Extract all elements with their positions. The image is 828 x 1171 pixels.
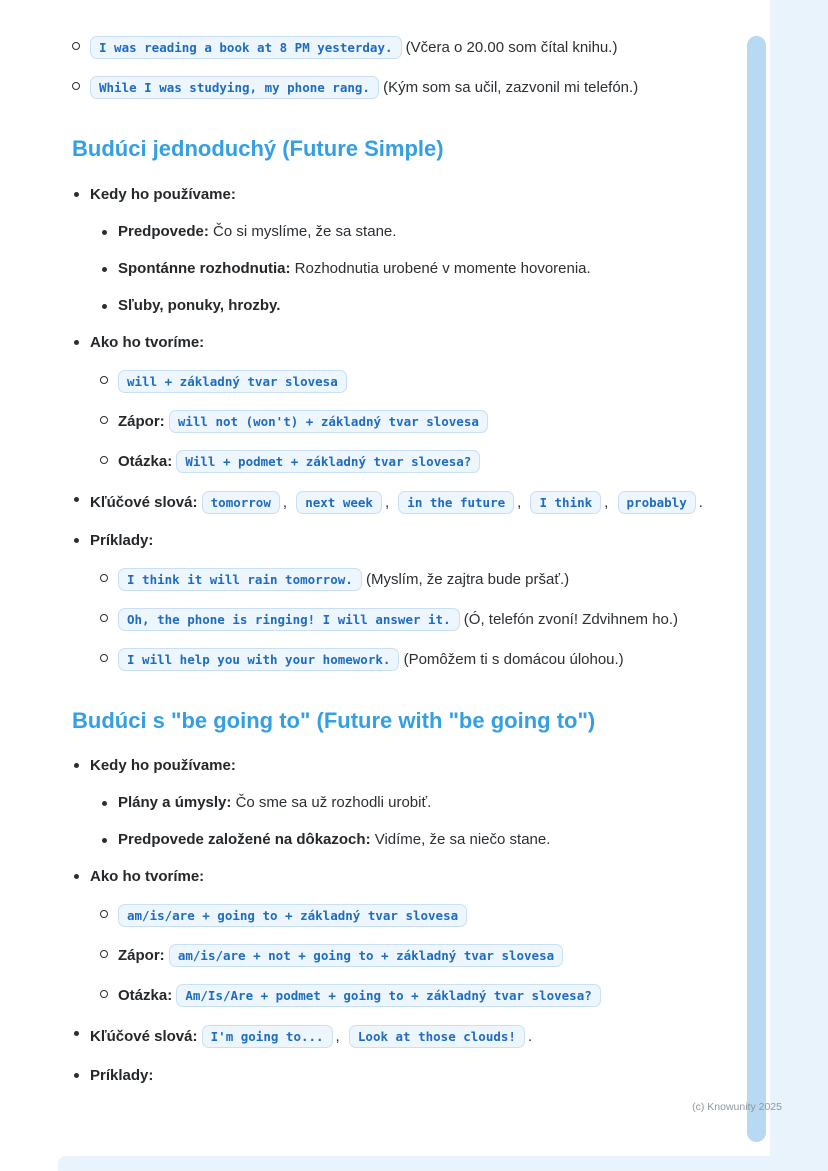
list-label: Predpovede založené na dôkazoch: xyxy=(118,831,371,849)
code-chip: I think it will rain tomorrow. xyxy=(118,568,362,591)
list-label: Ako ho tvoríme: xyxy=(90,868,205,886)
bullet-icon xyxy=(102,230,107,235)
list-item xyxy=(72,1064,732,1088)
list-item xyxy=(72,1022,732,1051)
bullet-icon xyxy=(74,340,79,345)
intro-example-list xyxy=(72,34,732,101)
right-margin-band xyxy=(770,0,828,1171)
list-item xyxy=(72,754,732,852)
code-chip: I was reading a book at 8 PM yesterday. xyxy=(90,36,402,59)
bullet-icon xyxy=(74,192,79,197)
bullet-icon xyxy=(102,838,107,843)
list-item xyxy=(72,865,732,1009)
code-chip: tomorrow xyxy=(202,491,280,514)
list-label: Otázka: xyxy=(118,987,173,1005)
circle-bullet-icon xyxy=(100,910,108,918)
list-item xyxy=(100,408,732,435)
circle-bullet-icon xyxy=(100,574,108,582)
list-label: Otázka: xyxy=(118,452,173,470)
code-chip: will not (won't) + základný tvar slovesa xyxy=(169,410,488,433)
list-text: Vidíme, že sa niečo stane. xyxy=(374,831,551,849)
bullet-icon xyxy=(74,874,79,879)
code-chip: in the future xyxy=(398,491,514,514)
separator-text: , xyxy=(282,493,288,511)
sub-list xyxy=(100,566,732,673)
bottom-margin-band xyxy=(58,1156,828,1171)
list-label: Zápor: xyxy=(118,947,165,965)
sub-list xyxy=(100,368,732,475)
translation-text: (Včera o 20.00 som čítal knihu.) xyxy=(405,39,618,56)
list-item xyxy=(100,448,732,475)
list-item xyxy=(72,34,732,61)
translation-text: (Pomôžem ti s domácou úlohou.) xyxy=(403,650,624,668)
list-label: Kľúčové slová: xyxy=(90,493,198,511)
bullet-icon xyxy=(102,267,107,272)
code-chip: Will + podmet + základný tvar slovesa? xyxy=(176,450,480,473)
list-item xyxy=(100,257,732,281)
list-label: Spontánne rozhodnutia: xyxy=(118,259,291,277)
circle-bullet-icon xyxy=(100,614,108,622)
code-chip: am/is/are + not + going to + základný tvar slovesa xyxy=(169,944,563,967)
list-item xyxy=(100,294,732,318)
list-label: Príklady: xyxy=(90,531,154,549)
going-to-list xyxy=(72,754,732,1087)
copyright-text: (c) Knowunity 2025 xyxy=(692,1101,782,1113)
separator-text: , xyxy=(604,493,609,511)
accent-bar xyxy=(747,36,766,1142)
bullet-icon xyxy=(74,538,79,543)
list-label: Príklady: xyxy=(90,1066,154,1084)
list-label: Plány a úmysly: xyxy=(118,794,232,812)
code-chip: I will help you with your homework. xyxy=(118,648,399,671)
list-text: Čo si myslíme, že sa stane. xyxy=(213,222,397,240)
sub-list xyxy=(100,902,732,1009)
list-item xyxy=(100,791,732,815)
code-chip: next week xyxy=(296,491,382,514)
list-item xyxy=(72,331,732,475)
translation-text: (Myslím, že zajtra bude pršať.) xyxy=(365,570,570,588)
code-chip: I'm going to... xyxy=(202,1025,333,1048)
separator-text: , xyxy=(517,493,522,511)
list-item xyxy=(100,982,732,1009)
list-label: Ako ho tvoríme: xyxy=(90,333,205,351)
code-chip: will + základný tvar slovesa xyxy=(118,370,347,393)
list-item xyxy=(100,368,732,395)
list-item xyxy=(72,529,732,673)
list-item xyxy=(100,942,732,969)
code-chip: While I was studying, my phone rang. xyxy=(90,76,379,99)
code-chip: probably xyxy=(618,491,696,514)
circle-bullet-icon xyxy=(100,654,108,662)
future-simple-list xyxy=(72,183,732,673)
list-text: Rozhodnutia urobené v momente hovorenia. xyxy=(294,259,591,277)
bullet-icon xyxy=(74,763,79,768)
separator-text: . xyxy=(527,1028,533,1046)
separator-text: , xyxy=(384,493,390,511)
list-item xyxy=(100,566,732,593)
list-item xyxy=(72,488,732,517)
circle-bullet-icon xyxy=(100,456,108,464)
list-text: Čo sme sa už rozhodli urobiť. xyxy=(235,794,432,812)
code-chip: I think xyxy=(530,491,601,514)
separator-text: . xyxy=(698,493,703,511)
list-item xyxy=(72,74,732,101)
separator-text: , xyxy=(335,1028,340,1046)
list-item xyxy=(100,220,732,244)
translation-text: (Kým som sa učil, zazvonil mi telefón.) xyxy=(383,79,639,96)
translation-text: (Ó, telefón zvoní! Zdvihnem ho.) xyxy=(463,610,679,628)
list-label: Zápor: xyxy=(118,412,165,430)
list-label: Kedy ho používame: xyxy=(90,757,236,775)
circle-bullet-icon xyxy=(72,82,80,90)
circle-bullet-icon xyxy=(100,990,108,998)
list-label: Sľuby, ponuky, hrozby. xyxy=(118,296,281,314)
list-item xyxy=(100,646,732,673)
bullet-icon xyxy=(102,304,107,309)
list-item xyxy=(100,606,732,633)
list-item xyxy=(100,902,732,929)
list-item xyxy=(72,183,732,318)
sub-list xyxy=(100,220,732,318)
code-chip: Look at those clouds! xyxy=(349,1025,525,1048)
bullet-icon xyxy=(102,801,107,806)
circle-bullet-icon xyxy=(100,950,108,958)
bullet-icon xyxy=(74,1073,79,1078)
circle-bullet-icon xyxy=(100,376,108,384)
list-label: Kedy ho používame: xyxy=(90,185,236,203)
section-title: Budúci jednoduchý (Future Simple) xyxy=(72,136,444,161)
circle-bullet-icon xyxy=(72,42,80,50)
bullet-icon xyxy=(74,497,79,502)
code-chip: am/is/are + going to + základný tvar slovesa xyxy=(118,904,467,927)
code-chip: Am/Is/Are + podmet + going to + základný tvar slovesa? xyxy=(176,984,600,1007)
circle-bullet-icon xyxy=(100,416,108,424)
code-chip: Oh, the phone is ringing! I will answer it. xyxy=(118,608,460,631)
list-label: Predpovede: xyxy=(118,222,209,240)
document-content xyxy=(72,34,732,1100)
section-title: Budúci s "be going to" (Future with "be going to") xyxy=(72,707,596,733)
bullet-icon xyxy=(74,1031,79,1036)
sub-list xyxy=(100,791,732,852)
list-label: Kľúčové slová: xyxy=(90,1028,198,1046)
list-item xyxy=(100,828,732,852)
